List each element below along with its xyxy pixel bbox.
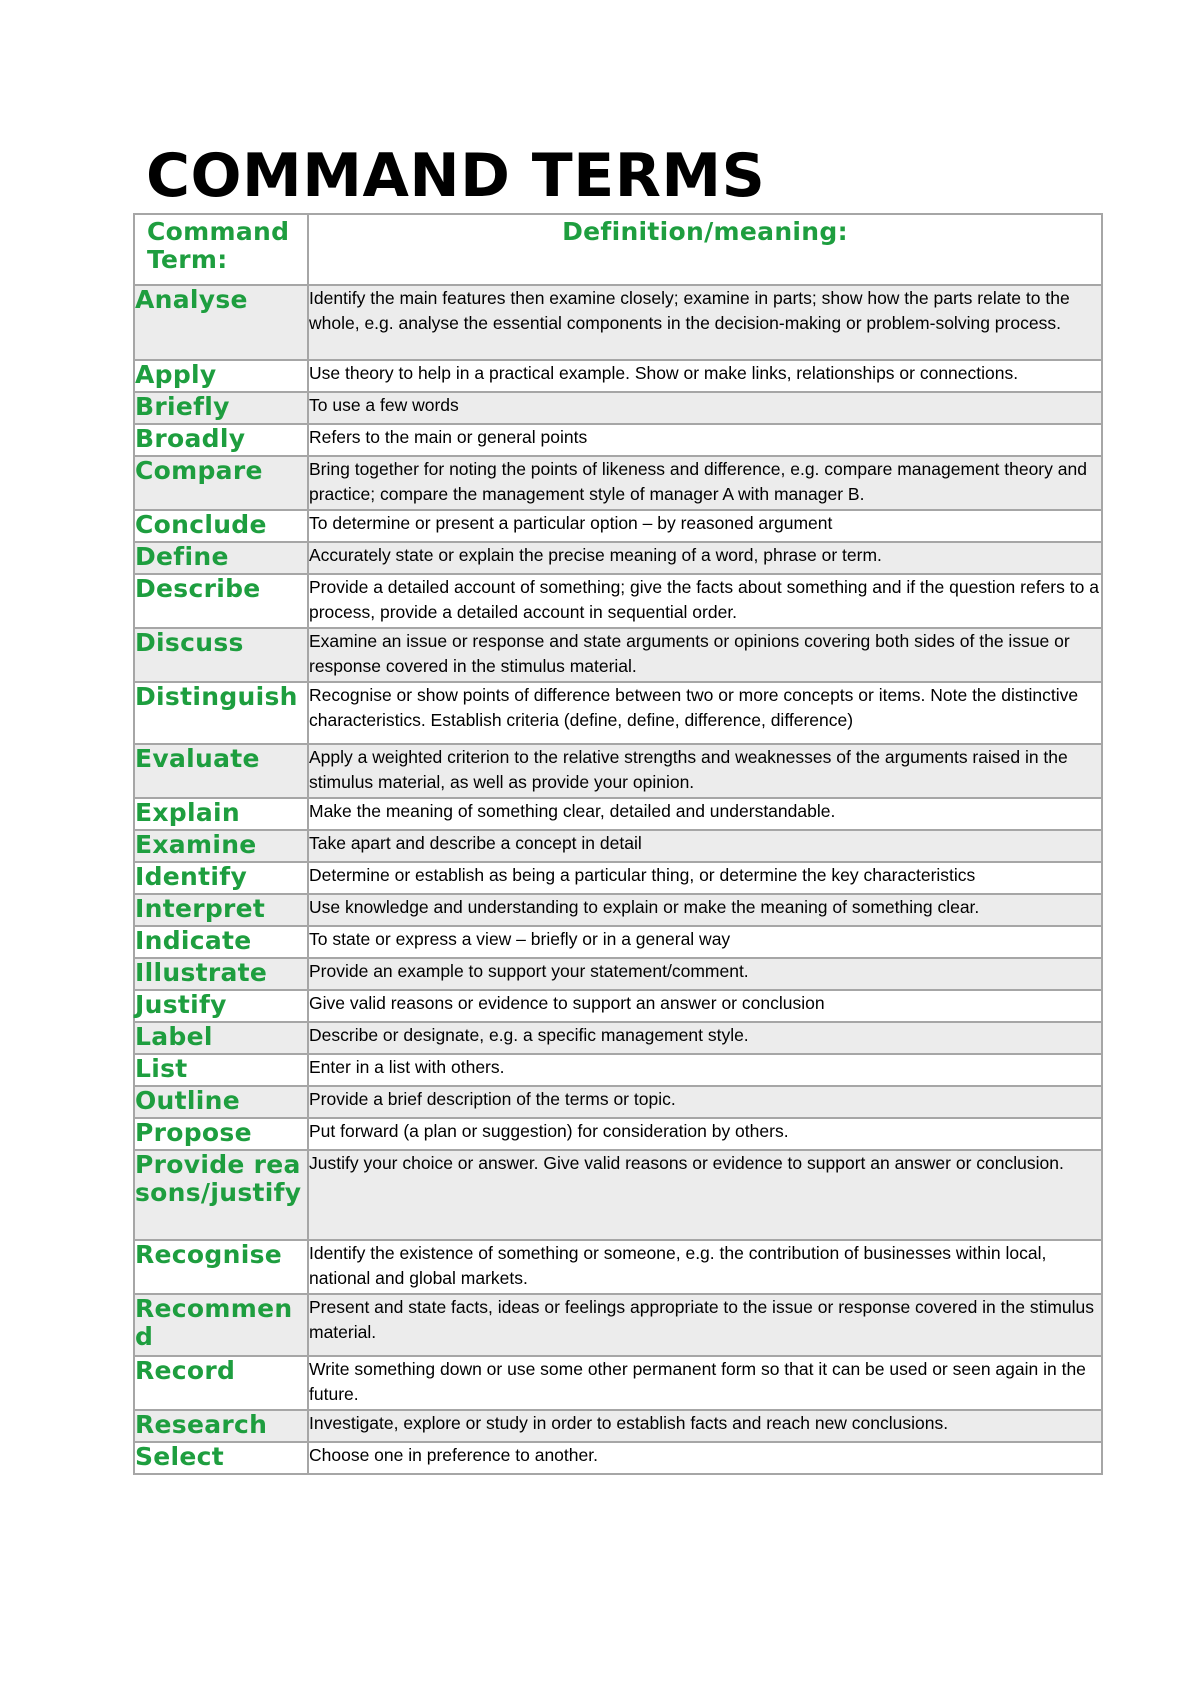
definition-cell: Accurately state or explain the precise meaning of a word, phrase or term. bbox=[308, 542, 1102, 574]
term-cell: Illustrate bbox=[134, 958, 308, 990]
definition-cell: Determine or establish as being a particular thing, or determine the key characteristics bbox=[308, 862, 1102, 894]
definition-cell: Recognise or show points of difference between two or more concepts or items. Note the distinctive characteristics. Establish criteria (define, define, difference, difference) bbox=[308, 682, 1102, 744]
term-cell: Define bbox=[134, 542, 308, 574]
table-header-row bbox=[134, 214, 1102, 285]
definition-cell: Apply a weighted criterion to the relative strengths and weaknesses of the arguments raised in the stimulus material, as well as provide your opinion. bbox=[308, 744, 1102, 798]
term-cell: Apply bbox=[134, 360, 308, 392]
term-cell: Examine bbox=[134, 830, 308, 862]
definition-cell: Enter in a list with others. bbox=[308, 1054, 1102, 1086]
term-cell: Broadly bbox=[134, 424, 308, 456]
definition-cell: Take apart and describe a concept in detail bbox=[308, 830, 1102, 862]
table-row bbox=[134, 990, 1102, 1022]
term-cell: Outline bbox=[134, 1086, 308, 1118]
term-cell: Identify bbox=[134, 862, 308, 894]
term-cell: Conclude bbox=[134, 510, 308, 542]
table-row bbox=[134, 1022, 1102, 1054]
term-cell: Explain bbox=[134, 798, 308, 830]
table-row bbox=[134, 1294, 1102, 1356]
definition-cell: Describe or designate, e.g. a specific management style. bbox=[308, 1022, 1102, 1054]
definition-cell: Provide an example to support your statement/comment. bbox=[308, 958, 1102, 990]
definition-cell: Use theory to help in a practical example. Show or make links, relationships or connections. bbox=[308, 360, 1102, 392]
term-cell: Provide reasons/justify bbox=[134, 1150, 308, 1240]
definition-cell: Give valid reasons or evidence to support an answer or conclusion bbox=[308, 990, 1102, 1022]
table-row bbox=[134, 1442, 1102, 1474]
table-row bbox=[134, 926, 1102, 958]
table-row bbox=[134, 830, 1102, 862]
term-cell: Justify bbox=[134, 990, 308, 1022]
definition-cell: Provide a brief description of the terms or topic. bbox=[308, 1086, 1102, 1118]
command-terms-table bbox=[133, 213, 1103, 1475]
table-row bbox=[134, 424, 1102, 456]
table-body bbox=[134, 285, 1102, 1474]
definition-cell: Put forward (a plan or suggestion) for consideration by others. bbox=[308, 1118, 1102, 1150]
table-row bbox=[134, 285, 1102, 360]
table-row bbox=[134, 798, 1102, 830]
definition-cell: Use knowledge and understanding to explain or make the meaning of something clear. bbox=[308, 894, 1102, 926]
term-cell: Distinguish bbox=[134, 682, 308, 744]
term-cell: Select bbox=[134, 1442, 308, 1474]
definition-cell: Choose one in preference to another. bbox=[308, 1442, 1102, 1474]
term-cell: Research bbox=[134, 1410, 308, 1442]
definition-cell: Investigate, explore or study in order to establish facts and reach new conclusions. bbox=[308, 1410, 1102, 1442]
table-row bbox=[134, 862, 1102, 894]
definition-cell: Refers to the main or general points bbox=[308, 424, 1102, 456]
header-definition: Definition/meaning: bbox=[308, 214, 1102, 285]
table-row bbox=[134, 628, 1102, 682]
term-cell: Propose bbox=[134, 1118, 308, 1150]
table-row bbox=[134, 574, 1102, 628]
table-row bbox=[134, 958, 1102, 990]
definition-cell: To state or express a view – briefly or in a general way bbox=[308, 926, 1102, 958]
table-row bbox=[134, 744, 1102, 798]
definition-cell: Write something down or use some other permanent form so that it can be used or seen again in the future. bbox=[308, 1356, 1102, 1410]
table-row bbox=[134, 456, 1102, 510]
header-command-term: Command Term: bbox=[134, 214, 308, 285]
page-title: COMMAND TERMS bbox=[146, 141, 766, 211]
table-row bbox=[134, 1150, 1102, 1240]
table-row bbox=[134, 682, 1102, 744]
table-row bbox=[134, 510, 1102, 542]
term-cell: Compare bbox=[134, 456, 308, 510]
table-row bbox=[134, 392, 1102, 424]
table-row bbox=[134, 542, 1102, 574]
definition-cell: Bring together for noting the points of likeness and difference, e.g. compare management theory and practice; compare the management style of manager A with manager B. bbox=[308, 456, 1102, 510]
table-row bbox=[134, 1240, 1102, 1294]
term-cell: Evaluate bbox=[134, 744, 308, 798]
term-cell: Label bbox=[134, 1022, 308, 1054]
table-row bbox=[134, 1086, 1102, 1118]
definition-cell: Make the meaning of something clear, detailed and understandable. bbox=[308, 798, 1102, 830]
definition-cell: Identify the main features then examine closely; examine in parts; show how the parts relate to the whole, e.g. analyse the essential components in the decision-making or problem-solving process. bbox=[308, 285, 1102, 360]
term-cell: Interpret bbox=[134, 894, 308, 926]
term-cell: Indicate bbox=[134, 926, 308, 958]
term-cell: Describe bbox=[134, 574, 308, 628]
definition-cell: Examine an issue or response and state arguments or opinions covering both sides of the issue or response covered in the stimulus material. bbox=[308, 628, 1102, 682]
table-row bbox=[134, 1410, 1102, 1442]
definition-cell: Identify the existence of something or someone, e.g. the contribution of businesses within local, national and global markets. bbox=[308, 1240, 1102, 1294]
term-cell: Discuss bbox=[134, 628, 308, 682]
term-cell: Recommend bbox=[134, 1294, 308, 1356]
term-cell: List bbox=[134, 1054, 308, 1086]
definition-cell: To use a few words bbox=[308, 392, 1102, 424]
term-cell: Record bbox=[134, 1356, 308, 1410]
table-row bbox=[134, 894, 1102, 926]
term-cell: Recognise bbox=[134, 1240, 308, 1294]
definition-cell: Present and state facts, ideas or feelings appropriate to the issue or response covered in the stimulus material. bbox=[308, 1294, 1102, 1356]
term-cell: Briefly bbox=[134, 392, 308, 424]
table-row bbox=[134, 1054, 1102, 1086]
term-cell: Analyse bbox=[134, 285, 308, 360]
table-row bbox=[134, 1118, 1102, 1150]
definition-cell: Justify your choice or answer. Give valid reasons or evidence to support an answer or conclusion. bbox=[308, 1150, 1102, 1240]
definition-cell: To determine or present a particular option – by reasoned argument bbox=[308, 510, 1102, 542]
table-row bbox=[134, 360, 1102, 392]
table-row bbox=[134, 1356, 1102, 1410]
definition-cell: Provide a detailed account of something; give the facts about something and if the question refers to a process, provide a detailed account in sequential order. bbox=[308, 574, 1102, 628]
